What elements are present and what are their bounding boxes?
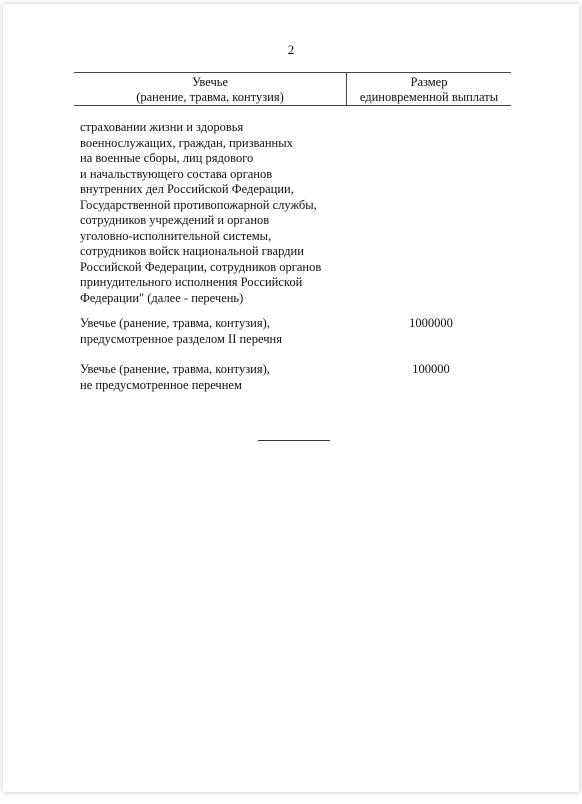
continuation-line: на военные сборы, лиц рядового [80,151,254,165]
row-amount: 100000 [412,362,450,376]
continuation-line: внутренних дел Российской Федерации, [80,182,294,196]
row-description-line: предусмотренное разделом II перечня [80,331,282,346]
end-rule [258,440,330,441]
row-description-line: Увечье (ранение, травма, контузия), [80,316,270,330]
table-header [74,72,511,106]
continuation-line: Государственной противопожарной службы, [80,197,317,212]
document-page [3,4,579,792]
row-description-line: не предусмотренное перечнем [80,377,242,392]
header-injury [74,75,346,105]
row-description [80,362,360,393]
continuation-line: сотрудников учреждений и органов [80,213,270,227]
continuation-line: Федерации" (далее - перечень) [80,290,244,305]
header-payment-line-1: Размер [410,75,448,89]
row-amount: 1000000 [409,316,453,330]
continuation-line: военнослужащих, граждан, призванных [80,135,293,150]
page-number: 2 [287,42,295,57]
continuation-line: Российской Федерации, сотрудников органов [80,259,322,274]
continuation-line: и начальствующего состава органов [80,166,273,181]
continuation-text [80,120,360,306]
header-injury-line-1: Увечье [191,75,229,89]
continuation-line: принудительного исполнения Российской [80,275,303,289]
continuation-line: страховании жизни и здоровья [80,120,244,134]
row-description-line: Увечье (ранение, травма, контузия), [80,362,270,376]
row-description [80,316,360,347]
header-payment [347,75,511,105]
continuation-line: сотрудников войск национальной гвардии [80,244,304,258]
continuation-line: уголовно-исполнительной системы, [80,228,272,243]
header-payment-line-2: единовременной выплаты [359,90,499,104]
header-injury-line-2: (ранение, травма, контузия) [136,90,284,104]
